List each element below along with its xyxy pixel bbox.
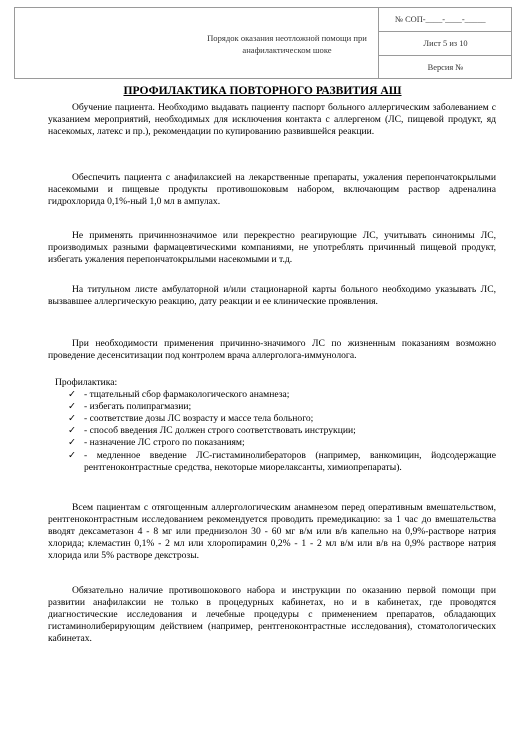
header-title-cell — [35, 8, 383, 78]
list-item — [48, 437, 496, 449]
paragraph-patient-education — [48, 102, 496, 138]
paragraph-shock-kit — [48, 172, 496, 208]
paragraph-text: На титульном листе амбулаторной и/или стационарной карты больного необходимо указывать ЛС, вызвавшее аллергическую реакцию, дату реакции и ее клинические проявления. — [48, 284, 496, 308]
paragraph-text: Обеспечить пациента с анафилаксией на лекарственные препараты, ужаления перепончатокрылыми насекомыми и пищевые продукты противошоковым набором, включающим раствор адреналина гидрохлорида 0,1%-ный 1,0 мл в ампулах. — [48, 172, 496, 208]
paragraph-text: Всем пациентам с отягощенным аллергологическим анамнезом перед оперативным вмешательством, рентгеноконтрастным исследованием рекомендуется проводить премедикацию: за 1 час до вмешательства вводят дексаметазон 4 - 8 мг или преднизолон 30 - 60 мг в/м или в/в капельно на 0,9%-растворе натрия хлорида; клемастин 0,1% - 2 мл или хлоропирамин 0,2% - 1 - 2 мл в/м или в/в на 0,9% растворе натрия хлорида или 5% растворе декстрозы. — [48, 502, 496, 562]
header-meta-cells — [379, 8, 512, 78]
paragraph-title-page — [48, 284, 496, 308]
version-number: Версия № — [379, 55, 512, 79]
list-item — [48, 425, 496, 437]
sheet-number: Лист 5 из 10 — [379, 31, 512, 55]
paragraph-first-aid-kit — [48, 585, 496, 645]
list-item-text: - назначение ЛС строго по показаниям; — [84, 437, 245, 449]
list-item-text: - медленное введение ЛС-гистаминолибераторов (например, ванкомицин, йодсодержащие рентгеноконтрастные средства, некоторые миорелаксанты, химиопрепараты). — [84, 449, 496, 473]
header-title: Порядок оказания неотложной помощи при анафилактическом шоке — [207, 33, 367, 55]
list-item — [48, 389, 496, 401]
paragraph-premedication — [48, 502, 496, 562]
list-item-text: - тщательный сбор фармакологического анамнеза; — [84, 389, 290, 401]
sop-number: № СОП-____-____-_____ — [395, 15, 486, 24]
prophylaxis-block — [48, 377, 496, 474]
list-item — [48, 413, 496, 425]
section-heading: ПРОФИЛАКТИКА ПОВТОРНОГО РАЗВИТИЯ АШ — [123, 84, 402, 97]
checkmark-icon: ✓ — [68, 413, 77, 425]
list-item-text: - соответствие дозы ЛС возрасту и массе тела больного; — [84, 413, 314, 425]
document-header-table — [14, 7, 512, 79]
list-item — [48, 450, 496, 474]
prophylaxis-heading: Профилактика: — [55, 377, 118, 388]
checkmark-icon: ✓ — [68, 389, 77, 401]
paragraph-avoid-drugs — [48, 230, 496, 266]
checkmark-icon: ✓ — [68, 437, 77, 449]
checkmark-icon: ✓ — [68, 425, 77, 437]
checkmark-icon: ✓ — [68, 401, 77, 413]
paragraph-desensitization — [48, 338, 496, 362]
checkmark-icon: ✓ — [68, 449, 77, 461]
paragraph-text: Обучение пациента. Необходимо выдавать пациенту паспорт больного аллергическим заболеванием с указанием мероприятий, необходимых для исключения контакта с аллергеном (ЛС, пищевой продукт, яд насекомых, латекс и пр.), рекомендации по купированию развившейся реакции. — [48, 102, 496, 138]
paragraph-text: Обязательно наличие противошокового набора и инструкции по оказанию первой помощи при развитии анафилаксии не только в процедурных кабинетах, но и в кабинетах, где проводятся диагностические исследования и лечебные процедуры с применением препаратов, обладающих гистаминолиберирующим действием (например, рентгеноконтрастные исследования), стоматологических кабинетах. — [48, 585, 496, 645]
list-item-text: - избегать полипрагмазии; — [84, 401, 192, 413]
list-item — [48, 401, 496, 413]
prophylaxis-list — [48, 389, 496, 474]
paragraph-text: Не применять причиннозначимое или перекрестно реагирующие ЛС, учитывать синонимы ЛС, производимых разными фармацевтическими компаниями, не употреблять причинный пищевой продукт, избегать ужаления перепончатокрылыми насекомыми и т.д. — [48, 230, 496, 266]
paragraph-text: При необходимости применения причинно-значимого ЛС по жизненным показаниям возможно проведение десенситизации под контролем врача аллерголога-иммунолога. — [48, 338, 496, 362]
list-item-text: - способ введения ЛС должен строго соответствовать инструкции; — [84, 425, 356, 437]
